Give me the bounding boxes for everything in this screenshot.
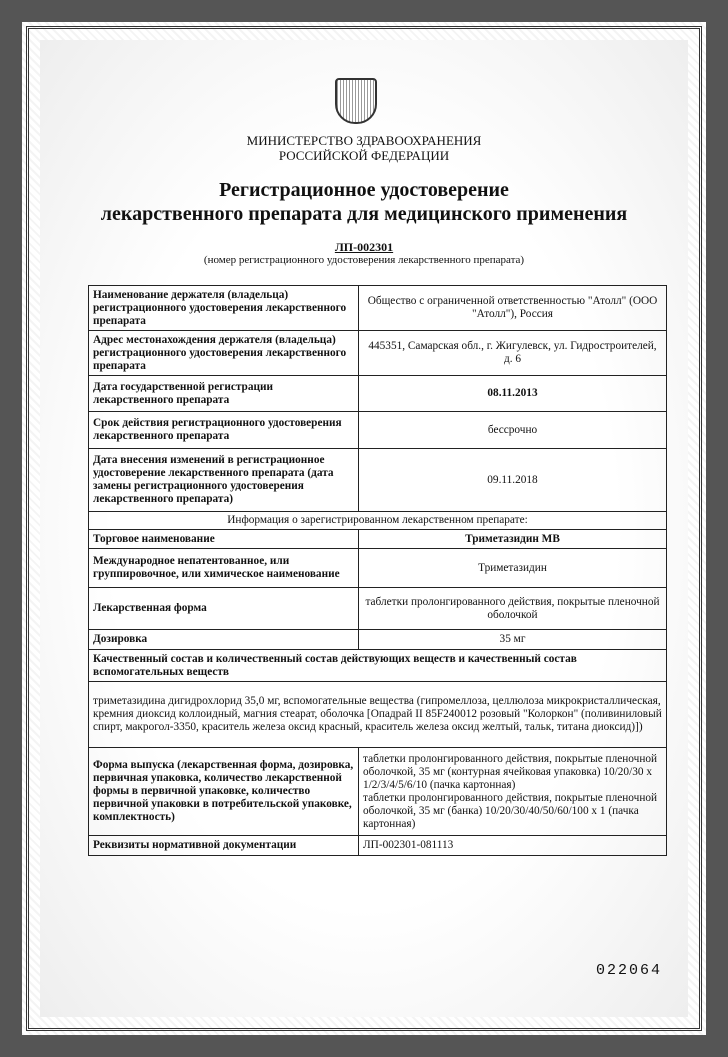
row-label: Международное непатентованное, или группировочное, или химическое наименование — [89, 549, 359, 588]
row-value — [359, 748, 667, 836]
registration-number-caption: (номер регистрационного удостоверения лекарственного препарата) — [203, 254, 525, 266]
document-title — [0, 178, 728, 226]
certificate-table — [88, 285, 667, 856]
row-value: 09.11.2018 — [359, 449, 667, 512]
row-label: Дата государственной регистрации лекарственного препарата — [89, 376, 359, 412]
registration-number: ЛП-002301 — [334, 240, 394, 254]
row-value: таблетки пролонгированного действия, покрытые пленочной оболочкой — [359, 588, 667, 630]
composition-header-row — [89, 650, 667, 682]
row-label: Дозировка — [89, 630, 359, 650]
row-label: Срок действия регистрационного удостоверения лекарственного препарата — [89, 412, 359, 449]
row-label: Торговое наименование — [89, 530, 359, 549]
coat-of-arms-emblem-icon — [335, 78, 377, 124]
info-heading: Информация о зарегистрированном лекарственном препарате: — [89, 512, 667, 530]
row-value: бессрочно — [359, 412, 667, 449]
row-label: Дата внесения изменений в регистрационное удостоверение лекарственного препарата (дата замены регистрационного удостоверения лекарственного препарата) — [89, 449, 359, 512]
row-label: Форма выпуска (лекарственная форма, дозировка, первичная упаковка, количество лекарственной формы в первичной упаковке, количество первичной упаковки в потребительской упаковке, комплектность) — [89, 748, 359, 836]
row-value: 445351, Самарская обл., г. Жигулевск, ул. Гидростроителей, д. 6 — [359, 331, 667, 376]
table-row — [89, 449, 667, 512]
row-label: Лекарственная форма — [89, 588, 359, 630]
row-value: Общество с ограниченной ответственностью "Атолл" (ООО "Атолл"), Россия — [359, 286, 667, 331]
row-value: Триметазидин — [359, 549, 667, 588]
row-value: 08.11.2013 — [359, 376, 667, 412]
info-heading-row — [89, 512, 667, 530]
table-row — [89, 412, 667, 449]
title-line2: лекарственного препарата для медицинского применения — [100, 203, 628, 225]
ministry-name — [0, 133, 728, 163]
row-label: Наименование держателя (владельца) регистрационного удостоверения лекарственного препарата — [89, 286, 359, 331]
row-value: 35 мг — [359, 630, 667, 650]
table-row — [89, 331, 667, 376]
ministry-line2: РОССИЙСКОЙ ФЕДЕРАЦИИ — [278, 148, 450, 163]
row-value: Триметазидин МВ — [359, 530, 667, 549]
release-form-value-2: таблетки пролонгированного действия, покрытые пленочной оболочкой, 35 мг (банка) 10/20/30/40/50/60/100 х 1 (пачка картонная) — [363, 791, 658, 830]
table-row — [89, 748, 667, 836]
composition-value: триметазидина дигидрохлорид 35,0 мг, вспомогательные вещества (гипромеллоза, целлюлоза микрокристаллическая, кремния диоксид коллоидный, магния стеарат, оболочка [Опадрай II 85F240012 розовый "Колоркон" (поливиниловый спирт, макрогол-3350, краситель железа оксид красный, краситель железа оксид желтый, тальк, титана диоксид)]) — [89, 682, 667, 748]
composition-row — [89, 682, 667, 748]
table-row — [89, 530, 667, 549]
composition-label: Качественный состав и количественный состав действующих веществ и качественный состав вспомогательных веществ — [89, 650, 667, 682]
release-form-value-1: таблетки пролонгированного действия, покрытые пленочной оболочкой, 35 мг (контурная ячейковая упаковка) 10/20/30 х 1/2/3/4/5/6/10 (пачка картонная) — [363, 752, 658, 791]
table-row — [89, 836, 667, 856]
title-line1: Регистрационное удостоверение — [219, 179, 509, 201]
row-label: Адрес местонахождения держателя (владельца) регистрационного удостоверения лекарственного препарата — [89, 331, 359, 376]
row-label: Реквизиты нормативной документации — [89, 836, 359, 856]
serial-number: 022064 — [596, 962, 663, 979]
table-row — [89, 286, 667, 331]
table-row — [89, 630, 667, 650]
ministry-line1: МИНИСТЕРСТВО ЗДРАВООХРАНЕНИЯ — [246, 133, 482, 148]
table-row — [89, 588, 667, 630]
table-row — [89, 549, 667, 588]
table-row — [89, 376, 667, 412]
row-value: ЛП-002301-081113 — [359, 836, 667, 856]
